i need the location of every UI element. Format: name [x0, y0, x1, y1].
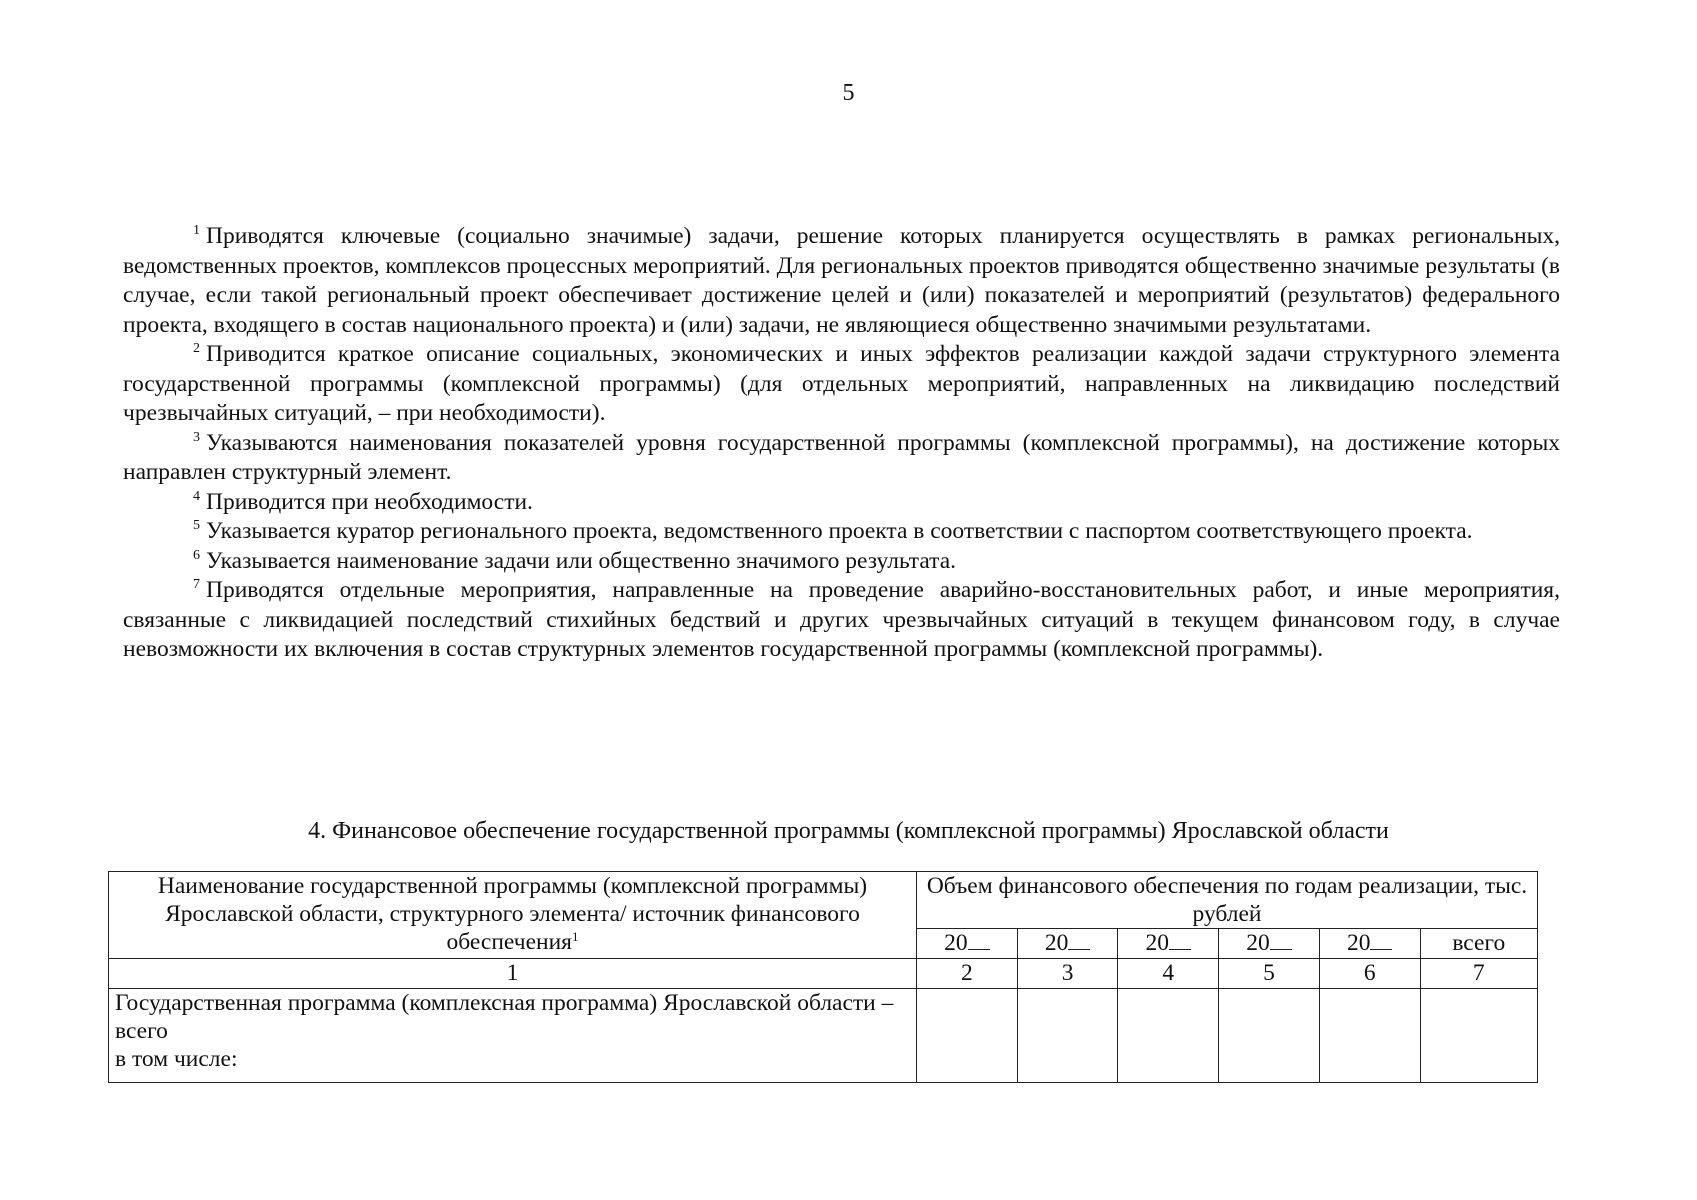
footnote-3 [123, 429, 1560, 488]
column-number: 7 [1420, 959, 1537, 989]
footnote-marker: 2 [193, 341, 200, 356]
value-cell [1319, 989, 1420, 1083]
footnote-marker: 1 [193, 223, 200, 238]
footnote-text: Указывается куратор регионального проекта, ведомственного проекта в соответствии с паспортом соответствующего проекта. [206, 518, 1473, 544]
column-number: 2 [917, 959, 1018, 989]
column-number: 1 [109, 959, 917, 989]
footnote-6 [123, 547, 1560, 577]
section-title: 4. Финансовое обеспечение государственной программы (комплексной программы) Ярославской области [308, 818, 1389, 844]
footnote-marker: 7 [193, 577, 200, 592]
footnote-5 [123, 517, 1560, 547]
footnote-text: Приводится при необходимости. [206, 488, 533, 515]
footnote-4 [123, 488, 1560, 518]
value-cell [1219, 989, 1320, 1083]
value-cell [1420, 989, 1537, 1083]
footnote-7 [123, 576, 1560, 665]
year-header: 20 [917, 929, 1018, 959]
column-number-row [109, 959, 1538, 989]
table-row [109, 989, 1538, 1083]
footnote-2 [123, 340, 1560, 429]
footnote-marker: 5 [193, 518, 200, 533]
program-name-text: Государственная программа (комплексная программа) Ярославской области – всего [115, 990, 894, 1044]
footnote-text: Указываются наименования показателей уровня государственной программы (комплексной программы), на достижение которых направлен структурный элемент. [123, 429, 1560, 485]
column-number: 5 [1219, 959, 1320, 989]
year-header: 20 [1118, 929, 1219, 959]
footnote-text: Приводятся отдельные мероприятия, направленные на проведение аварийно-восстановительных работ, и иные мероприятия, связанные с ликвидацией последствий стихийных бедствий и других чрезвычайных ситуаций в текущем финансовом году, в случае невозможности их включения в состав структурных элементов государственной программы (комплексной программы). [123, 577, 1560, 662]
footnote-1 [123, 222, 1560, 340]
footnote-marker: 3 [193, 429, 200, 445]
value-cell [917, 989, 1018, 1083]
name-column-header [109, 872, 917, 959]
name-header-footnote: 1 [571, 929, 579, 944]
footnote-text: Приводится краткое описание социальных, экономических и иных эффектов реализации каждой задачи структурного элемента государственной программы (комплексной программы) (для отдельных мероприятий, направленных на ликвидацию последствий чрезвычайных ситуаций, – при необходимости). [123, 341, 1560, 426]
year-header: 20 [1017, 929, 1118, 959]
year-header: 20 [1319, 929, 1420, 959]
value-cell [1017, 989, 1118, 1083]
name-header-text: Наименование государственной программы (комплексной программы) Ярославской области, структурного элемента/ источник финансового обеспечения [157, 873, 868, 955]
financing-table [108, 871, 1538, 1083]
footnote-text: Указывается наименование задачи или общественно значимого результата. [206, 547, 957, 574]
year-header: 20 [1219, 929, 1320, 959]
value-cell [1118, 989, 1219, 1083]
program-name-subtext: в том числе: [115, 1046, 238, 1072]
footnotes-block [123, 222, 1560, 665]
footnote-marker: 4 [193, 488, 200, 504]
page-number: 5 [842, 80, 855, 106]
column-number: 6 [1319, 959, 1420, 989]
table-header-row [109, 872, 1538, 929]
total-header: всего [1420, 929, 1537, 959]
footnote-marker: 6 [193, 547, 200, 563]
column-number: 3 [1017, 959, 1118, 989]
program-name-cell [109, 989, 917, 1083]
volume-column-header: Объем финансового обеспечения по годам реализации, тыс. рублей [917, 872, 1538, 929]
footnote-text: Приводятся ключевые (социально значимые) задачи, решение которых планируется осуществлять в рамках региональных, ведомственных проектов, комплексов процессных мероприятий. Для региональных проектов приводятся общественно значимые результаты (в случае, если такой региональный проект обеспечивает достижение целей и (или) показателей и мероприятий (результатов) федерального проекта, входящего в состав национального проекта) и (или) задачи, не являющиеся общественно значимыми результатами. [123, 223, 1560, 338]
column-number: 4 [1118, 959, 1219, 989]
